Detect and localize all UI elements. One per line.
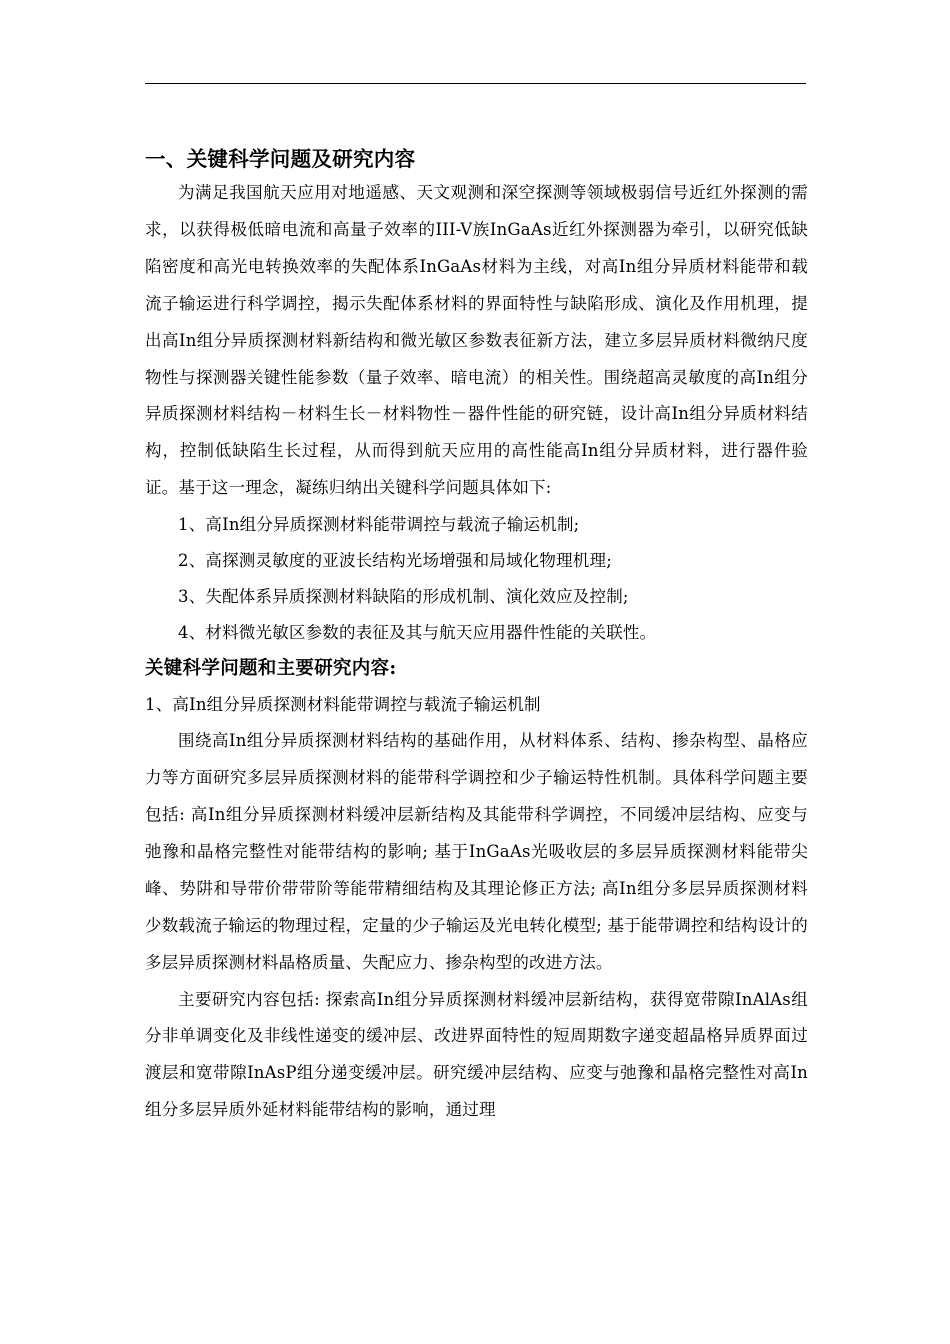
list-item: 4、材料微光敏区参数的表征及其与航天应用器件性能的关联性。 xyxy=(178,623,657,643)
list-item: 3、失配体系异质探测材料缺陷的形成机制、演化效应及控制; xyxy=(178,587,629,607)
list-item: 1、高In组分异质探测材料能带调控与载流子输运机制; xyxy=(178,515,580,535)
header-rule xyxy=(145,83,806,84)
key-problems-list xyxy=(145,507,808,651)
list-item: 2、高探测灵敏度的亚波长结构光场增强和局域化物理机理; xyxy=(178,551,612,571)
intro-paragraph: 为满足我国航天应用对地遥感、天文观测和深空探测等领域极弱信号近红外探测的需求，以获得极低暗电流和高量子效率的III-V族InGaAs近红外探测器为牵引，以研究低缺陷密度和高光电转换效率的失配体系InGaAs材料为主线，对高In组分异质材料能带和载流子输运进行科学调控，揭示失配体系材料的界面特性与缺陷形成、演化及作用机理，提出高In组分异质探测材料新结构和微光敏区参数表征新方法，建立多层异质材料微纳尺度物性与探测器关键性能参数（量子效率、暗电流）的相关性。围绕超高灵敏度的高In组分异质探测材料结构－材料生长－材料物性－器件性能的研究链，设计高In组分异质材料结构，控制低缺陷生长过程，从而得到航天应用的高性能高In组分异质材料，进行器件验证。基于这一理念，凝练归纳出关键科学问题具体如下: xyxy=(145,183,808,498)
section-heading: 一、关键科学问题及研究内容 xyxy=(145,147,416,171)
item-title: 1、高In组分异质探测材料能带调控与载流子输运机制 xyxy=(145,695,541,715)
subsection-heading: 关键科学问题和主要研究内容: xyxy=(145,658,397,680)
document-body xyxy=(145,143,808,1129)
item-paragraph-1: 围绕高In组分异质探测材料结构的基础作用，从材料体系、结构、掺杂构型、晶格应力等方面研究多层异质探测材料的能带科学调控和少子输运特性机制。具体科学问题主要包括: 高In组分异质探测材料缓冲层新结构及其能带科学调控，不同缓冲层结构、应变与弛豫和晶格完整性对能带结构的影响; 基于InGaAs光吸收层的多层异质探测材料能带尖峰、势阱和导带价带带阶等能带精细结构及其理论修正方法; 高In组分多层异质探测材料少数载流子输运的物理过程，定量的少子输运及光电转化模型; 基于能带调控和结构设计的多层异质探测材料晶格质量、失配应力、掺杂构型的改进方法。 xyxy=(145,731,808,972)
item-paragraph-2: 主要研究内容包括: 探索高In组分异质探测材料缓冲层新结构，获得宽带隙InAlAs组分非单调变化及非线性递变的缓冲层、改进界面特性的短周期数字递变超晶格异质界面过渡层和宽带隙InAsP组分递变缓冲层。研究缓冲层结构、应变与弛豫和晶格完整性对高In组分多层异质外延材料能带结构的影响，通过理 xyxy=(145,989,808,1120)
